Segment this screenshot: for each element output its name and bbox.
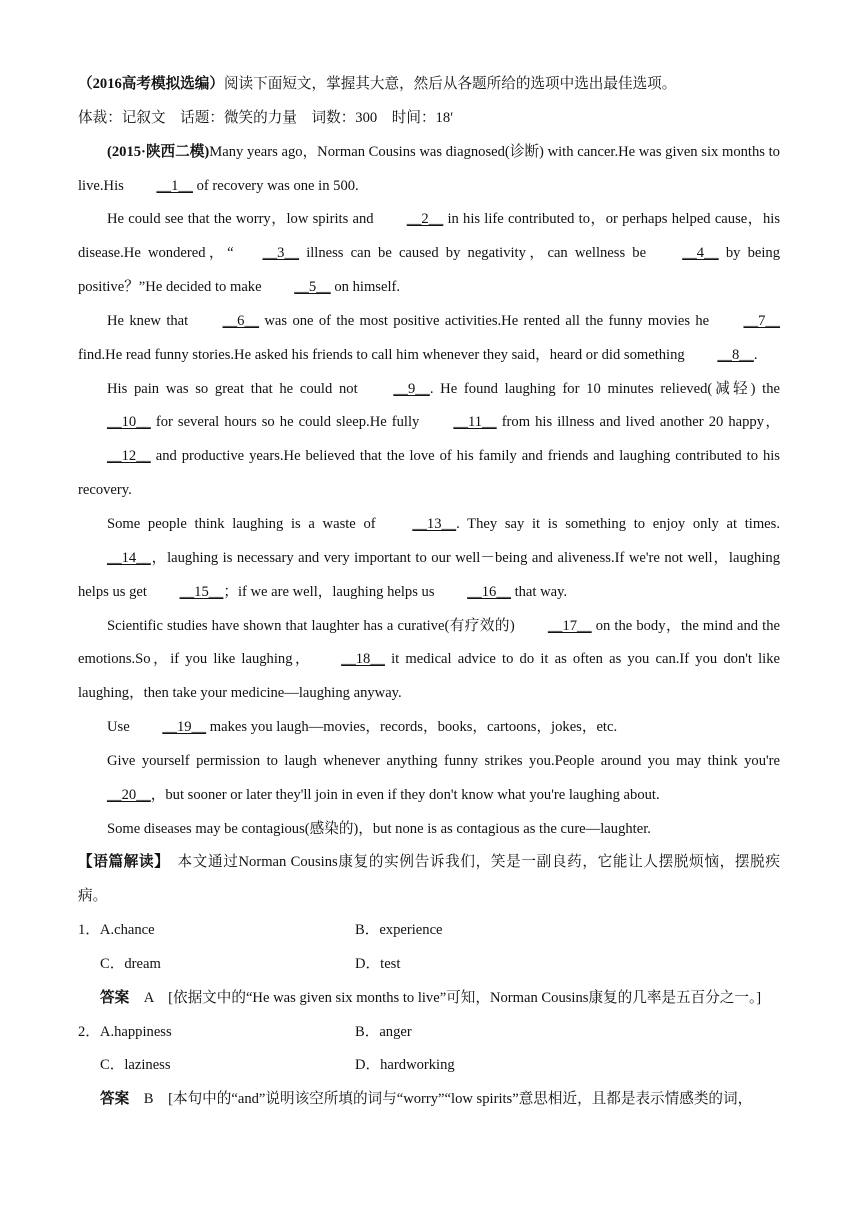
answer-label: 答案 [100,989,130,1006]
passage-text: . [753,346,758,363]
blank-12: __12__ [107,448,151,465]
analysis-text: 本文通过Norman Cousins康复的实例告诉我们，笑是一副良药，它能让人摆脱烦恼，摆脱疾病。 [78,854,781,905]
blank-11: __11__ [453,414,497,431]
blank-13: __13__ [412,515,457,532]
passage-text: on the body，the mind and the emotions.So，if you like laughing， [78,617,780,668]
blank-5: __5__ [294,279,331,296]
blank-3: __3__ [262,245,300,262]
option-a [78,914,355,948]
document-page [78,68,780,1117]
option-d: D．test [355,955,401,972]
passage-paragraph [78,136,780,204]
passage-text: Some people think laughing is a waste of [107,515,384,532]
answer-label: 答案 [100,1091,130,1108]
answer-paragraph [78,982,780,1016]
blank-2: __2__ [406,211,444,228]
answer-text: B [本句中的“and”说明该空所填的词与“worry”“low spirits”意思相近，且都是表示情感类的词， [129,1091,753,1108]
passage-text: Use [107,719,134,736]
passage-source: (2015·陕西二模) [107,143,210,160]
passage-text: ；if we are well，laughing helps us [223,583,439,600]
option-b: B．anger [355,1023,412,1040]
blank-16: __16__ [467,583,511,600]
passage-text: in his life contributed to，or perhaps helped cause，his disease.He wondered，“ [78,211,780,262]
option-d: D．hardworking [355,1057,455,1074]
passage-text: for several hours so he could sleep.He fully [150,414,425,431]
passage-text: illness can be caused by negativity，can wellness be [299,245,654,262]
passage-text: makes you laugh—movies，records，books，cartoons，jokes，etc. [206,719,618,736]
blank-9: __9__ [393,380,430,397]
blank-10: __10__ [107,414,151,431]
meta-line: 体裁：记叙文 话题：微笑的力量 词数：300 时间：18′ [78,109,454,126]
passage-text: . He found laughing for 10 minutes relieved(减轻) the [429,380,780,397]
passage-text: Give yourself permission to laugh whenever anything funny strikes you.People around you may think you're [107,752,780,769]
question-1 [78,914,780,1016]
source-label: （2016高考模拟选编） [78,76,224,92]
passage-text: Many years ago，Norman Cousins was diagnosed(诊断) with cancer.He was given six months to live.His [78,143,780,194]
passage-text: by being positive？”He decided to make [78,245,780,296]
passage-text: His pain was so great that he could not [107,380,365,397]
passage-paragraph [78,711,780,745]
passage-text: of recovery was one in 500. [192,177,359,194]
passage-text: Scientific studies have shown that laughter has a curative(有疗效的) [107,617,519,634]
blank-4: __4__ [682,245,719,262]
instruction-text: 阅读下面短文，掌握其大意，然后从各题所给的选项中选出最佳选项。 [223,76,677,92]
passage-text: He knew that [107,312,194,329]
question-2 [78,1016,780,1118]
passage-paragraph [78,745,780,813]
question-number: 1． [78,922,100,939]
blank-17: __17__ [547,617,592,634]
option-c: C．dream [100,955,161,972]
passage-text: . They say it is something to enjoy only at times. [456,515,780,532]
passage-text: ，laughing is necessary and very important to our well－being and aliveness.If we're not well，laughing helps us get [78,549,780,600]
option-a-text: A.happiness [99,1023,172,1040]
blank-14: __14__ [107,549,151,566]
passage-paragraph [78,373,780,508]
blank-7: __7__ [743,312,780,329]
blank-18: __18__ [341,651,385,668]
passage-text: on himself. [330,279,401,296]
analysis-paragraph [78,846,780,914]
passage-text: that way. [510,583,568,600]
passage-text: was one of the most positive activities.He rented all the funny movies he [259,312,715,329]
question-number: 2． [78,1023,100,1040]
blank-15: __15__ [179,583,224,600]
option-c: C．laziness [100,1057,171,1074]
passage-text: and productive years.He believed that the love of his family and friends and laughing contributed to his recovery. [78,448,780,499]
passage-text: from his illness and lived another 20 happy， [496,414,780,431]
answer-paragraph [78,1083,780,1117]
passage-paragraph: Some diseases may be contagious(感染的)，but none is as contagious as the cure—laughter. [107,820,651,837]
options-row [78,914,780,948]
analysis-label: 【语篇解读】 [78,854,163,871]
options-row [78,948,780,982]
answer-text: A [依据文中的“He was given six months to live”可知，Norman Cousins康复的几率是五百分之一。] [129,989,762,1006]
option-b: B．experience [355,922,443,939]
passage-paragraph [78,305,780,373]
options-row [78,1049,780,1083]
passage-text: He could see that the worry，low spirits and [107,211,378,228]
instruction-line [78,68,780,102]
blank-6: __6__ [222,312,260,329]
options-row [78,1016,780,1050]
option-a [78,1016,355,1050]
option-a-text: A.chance [99,922,155,939]
blank-1: __1__ [156,177,193,194]
blank-20: __20__ [107,786,151,803]
passage-text: it medical advice to do it as often as you can.If you don't like laughing，then take your medicine—laughing anyway. [78,651,780,702]
passage-text: find.He read funny stories.He asked his friends to call him whenever they said，heard or did something [78,346,689,363]
passage-paragraph [78,508,780,610]
blank-19: __19__ [162,719,207,736]
passage-text: ，but sooner or later they'll join in even if they don't know what you're laughing about. [150,786,660,803]
passage-paragraph [78,203,780,305]
blank-8: __8__ [717,346,754,363]
passage-paragraph [78,610,780,712]
